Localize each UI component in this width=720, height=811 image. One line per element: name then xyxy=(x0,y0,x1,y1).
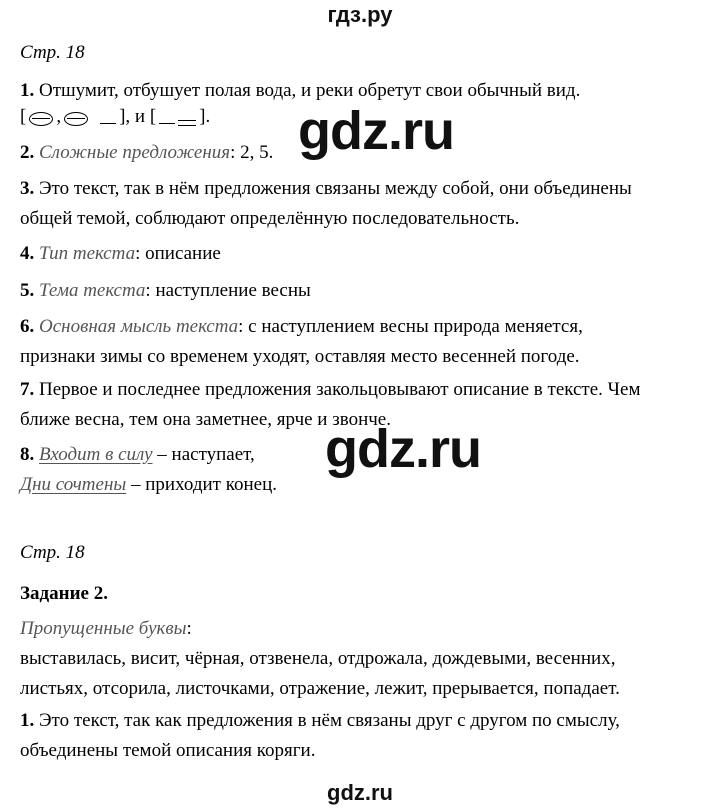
item-text: Первое и последнее предложения закольцовывают описание в тексте. Чем xyxy=(39,379,641,400)
item-text: Это текст, так как предложения в нём связаны друг с другом по смыслу, xyxy=(39,710,620,731)
item-text-continued: ближе весна, тем она заметнее, ярче и звонче. xyxy=(20,409,391,430)
item-number: 7. xyxy=(20,379,35,400)
sentence-scheme xyxy=(20,106,210,128)
item-label: Тип текста xyxy=(39,243,136,264)
item-label: Тема текста xyxy=(39,280,146,301)
item-text-continued: признаки зимы со временем уходят, оставляя место весенней погоде. xyxy=(20,346,580,367)
item-label: Основная мысль текста xyxy=(39,316,239,337)
answer-6 xyxy=(20,312,583,372)
item-text: : наступление весны xyxy=(145,280,311,301)
scheme-diagram: [ , ], и [ ]. xyxy=(20,106,211,127)
item-text: : 2, 5. xyxy=(230,142,274,163)
item-number: 6. xyxy=(20,316,35,337)
phraseologism-meaning: – приходит конец. xyxy=(126,474,277,495)
subject-oval-icon xyxy=(64,112,88,126)
item-number: 8. xyxy=(20,444,35,465)
answer-2 xyxy=(20,142,273,164)
subject-line-icon xyxy=(159,123,175,124)
predicate-line-icon xyxy=(100,123,116,124)
answer-4 xyxy=(20,243,221,265)
item-number: 3. xyxy=(20,178,35,199)
item-text-continued: объединены темой описания коряги. xyxy=(20,740,316,761)
item-text-continued: общей темой, соблюдают определённую последовательность. xyxy=(20,208,520,229)
item-number: 4. xyxy=(20,243,35,264)
watermark: gdz.ru xyxy=(325,419,481,479)
phraseologism: Входит в силу xyxy=(39,444,153,465)
phraseologism-meaning: – наступает, xyxy=(152,444,255,465)
answer-3 xyxy=(20,174,632,234)
page-reference: Стр. 18 xyxy=(20,542,85,563)
answer-8 xyxy=(20,440,277,500)
answer-1 xyxy=(20,80,580,102)
words-list: выставилась, висит, чёрная, отзвенела, отдрожала, дождевыми, весенних, xyxy=(20,648,616,669)
site-header-title: гдз.ру xyxy=(327,2,393,27)
item-text: : с наступлением весны природа меняется, xyxy=(238,316,583,337)
page-reference: Стр. 18 xyxy=(20,42,85,63)
site-footer-title: gdz.ru xyxy=(327,780,393,805)
scheme-end: ]. xyxy=(199,106,211,127)
item-number: 1. xyxy=(20,710,35,731)
words-list-continued: листьях, отсорила, листочками, отражение, лежит, прерывается, попадает. xyxy=(20,678,620,699)
item-label: Сложные предложения xyxy=(39,142,231,163)
item-text: Это текст, так в нём предложения связаны между собой, они объединены xyxy=(39,178,632,199)
subject-oval-icon xyxy=(29,112,53,126)
phraseologism: Дни сочтены xyxy=(20,474,127,495)
missing-letters-block xyxy=(20,614,620,704)
task-title: Задание 2. xyxy=(20,583,108,604)
item-text: : описание xyxy=(135,243,221,264)
label-colon: : xyxy=(186,618,192,639)
predicate-double-line-icon xyxy=(178,120,196,126)
scheme-connector: ], и [ xyxy=(119,106,157,127)
watermark: gdz.ru xyxy=(298,101,454,161)
answer-5 xyxy=(20,280,311,302)
item-number: 5. xyxy=(20,280,35,301)
task2-answer-1 xyxy=(20,706,620,766)
item-number: 2. xyxy=(20,142,35,163)
missing-letters-label: Пропущенные буквы xyxy=(20,618,187,639)
item-text: Отшумит, отбушует полая вода, и реки обретут свои обычный вид. xyxy=(39,80,581,101)
item-number: 1. xyxy=(20,80,35,101)
